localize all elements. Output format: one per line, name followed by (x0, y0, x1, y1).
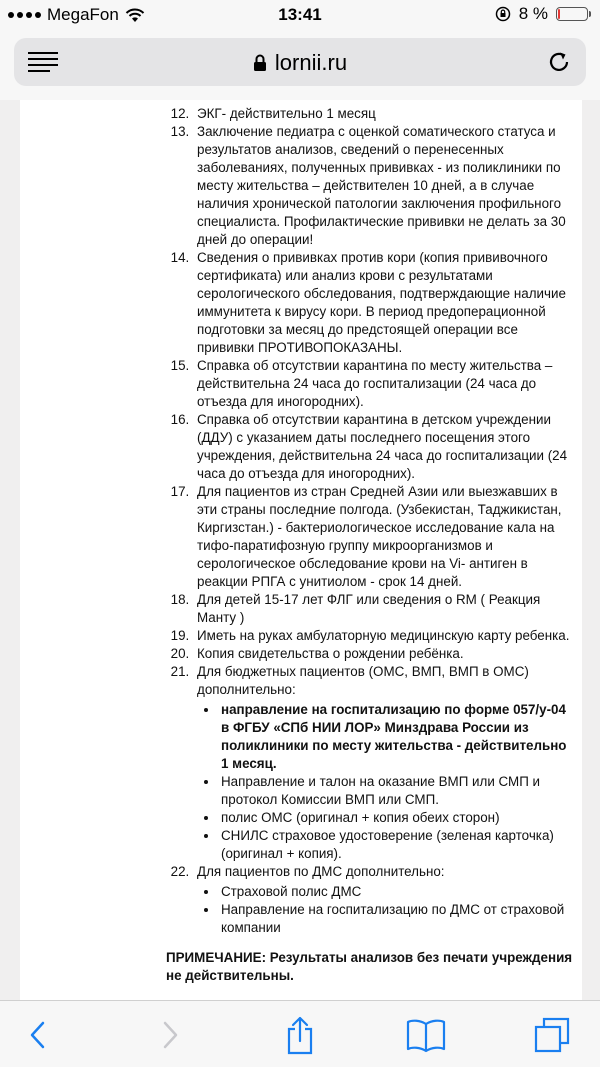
battery-icon (556, 7, 588, 21)
sublist-item: • Направление на госпитализацию по ДМС от страховой компании (219, 901, 574, 937)
wifi-icon (125, 8, 145, 23)
sublist-item: • полис ОМС (оригинал + копия обеих сторон) (219, 809, 574, 827)
article-content (20, 100, 582, 1000)
bookmarks-button[interactable] (406, 1015, 446, 1055)
dms-sublist (197, 883, 574, 937)
list-item: 13. Заключение педиатра с оценкой соматического статуса и результатов анализов, сведений о перенесенных заболеваниях, полученных прививках - из поликлиники по месту жительства – действителен 10 дней, а в случае наличия хронической патологии заключения профильного специалиста. Профилактические прививки не делать за 30 дней до операции! (193, 123, 574, 249)
status-bar (0, 0, 600, 30)
document-list (166, 105, 574, 937)
clock: 13:41 (278, 5, 322, 24)
tabs-button[interactable] (532, 1015, 572, 1055)
forward-icon (160, 1020, 180, 1050)
rotation-lock-icon (495, 6, 511, 22)
list-item: 17. Для пациентов из стран Средней Азии или выезжавших в эти страны последние полгода. (Узбекистан, Таджикистан, Киргизстан.) - бактериологическое исследование кала на тифо-паратифозную группу микроорганизмов и серологическое обследование крови на Vi- антиген в реакции РПГА с унитиолом - срок 14 дней. (193, 483, 574, 591)
list-item: 14. Сведения о прививках против кори (копия прививочного сертификата) или анализ крови с результатами серологического обследования, подтверждающие наличие иммунитета к вирусу кори. В период предоперационной подготовки за месяц до предстоящей операции все прививки ПРОТИВОПОКАЗАНЫ. (193, 249, 574, 357)
sublist-item: • Страховой полис ДМС (219, 883, 574, 901)
battery-percent: 8 % (518, 4, 548, 23)
list-item: 12. ЭКГ- действительно 1 месяц (193, 105, 574, 123)
status-right (495, 4, 588, 24)
back-icon (28, 1020, 48, 1050)
page-viewport[interactable] (0, 100, 600, 1000)
tabs-icon (533, 1016, 571, 1054)
carrier-name: MegaFon (47, 5, 119, 24)
note-text: ПРИМЕЧАНИЕ: Результаты анализов без печати учреждения не действительны. (166, 950, 573, 983)
list-item: 19. Иметь на руках амбулаторную медицинскую карту ребенка. (193, 627, 574, 645)
list-item: 22. Для пациентов по ДМС дополнительно: • Страховой полис ДМС • Направление на госпитализацию по ДМС от страховой компании (193, 863, 574, 937)
sublist-item: • направление на госпитализацию по форме 057/у-04 в ФГБУ «СПб НИИ ЛОР» Минздрава России из поликлиники по месту жительства - действительно 1 месяц. (219, 701, 574, 773)
carrier-group (8, 5, 145, 25)
list-item: 18. Для детей 15-17 лет ФЛГ или сведения о RM ( Реакция Манту ) (193, 591, 574, 627)
share-button[interactable] (280, 1015, 320, 1055)
back-button[interactable] (18, 1015, 58, 1055)
address-bar[interactable] (14, 38, 586, 86)
forward-button[interactable] (150, 1015, 190, 1055)
list-item: 15. Справка об отсутствии карантина по месту жительства – действительна 24 часа до госпитализации (24 часа до отъезда для иногородних). (193, 357, 574, 411)
url-text: lornii.ru (274, 50, 348, 75)
sublist-item: • Направление и талон на оказание ВМП или СМП и протокол Комиссии ВМП или СМП. (219, 773, 574, 809)
reload-icon[interactable] (546, 49, 572, 75)
budget-sublist (197, 701, 574, 863)
url-field[interactable] (14, 50, 586, 76)
bookmarks-icon (406, 1018, 446, 1052)
bottom-toolbar (0, 1000, 600, 1067)
signal-icon (8, 12, 41, 18)
list-item: 20. Копия свидетельства о рождении ребёнка. (193, 645, 574, 663)
share-icon (284, 1015, 316, 1055)
sublist-item: • СНИЛС страховое удостоверение (зеленая карточка) (оригинал + копия). (219, 827, 574, 863)
list-item: 21. Для бюджетных пациентов (ОМС, ВМП, ВМП в ОМС) дополнительно: • направление на госпитализацию по форме 057/у-04 в ФГБУ «СПб НИИ ЛОР» Минздрава России из поликлиники по месту жительства - действительно 1 месяц. • Направление и талон на оказание ВМП или СМП и протокол Комиссии ВМП или СМП. • полис ОМС (оригинал + копия обеих сторон) • СНИЛС страховое удостоверение (зеленая карточка) (оригинал + копия). (193, 663, 574, 863)
lock-icon (253, 54, 267, 72)
list-item: 16. Справка об отсутствии карантина в детском учреждении (ДДУ) с указанием даты последнего посещения этого учреждения, действительна 24 часа до госпитализации (24 часа до отъезда для иногородних). (193, 411, 574, 483)
